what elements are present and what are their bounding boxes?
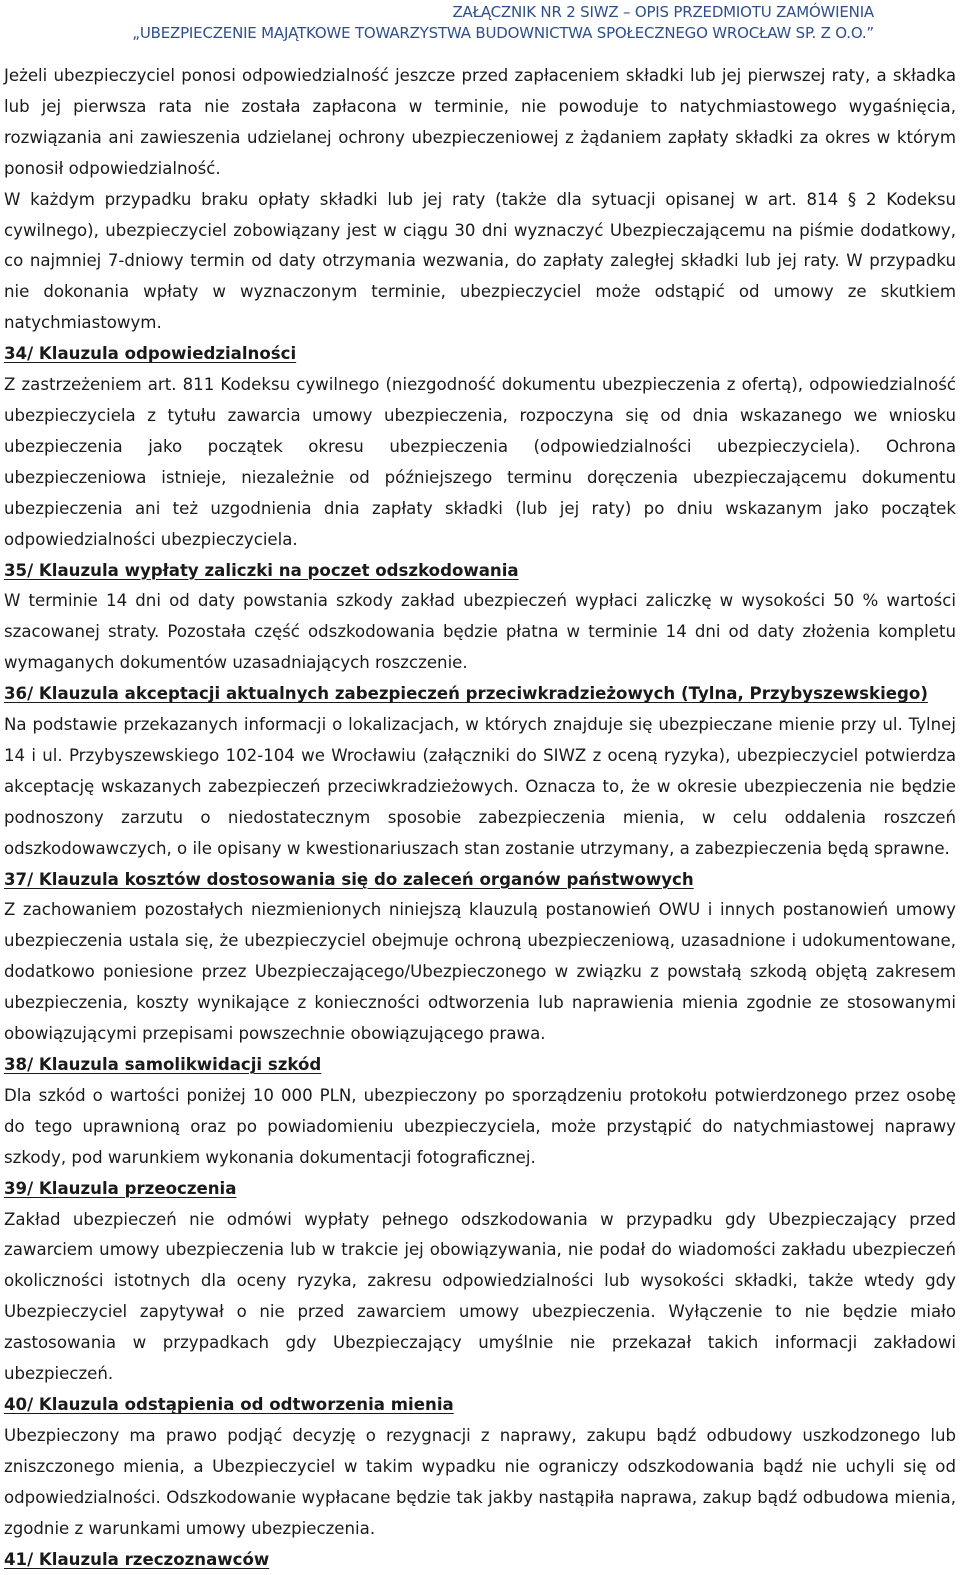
paragraph-missing-premium: W każdym przypadku braku opłaty składki lub jej raty (także dla sytuacji opisanej w art. 814 § 2 Kodeksu cywilnego), ubezpieczyciel zobowiązany jest w ciągu 30 dni wyznaczyć Ubezpieczającemu na piśmie dodatkowy, co najmniej 7-dniowy termin od daty otrzymania wezwania, do zapłaty zaległej składki lub jej raty. W przypadku nie dokonania wpłaty w wyznaczonym terminie, ubezpieczyciel może odstąpić od umowy ze skutkiem natychmiastowym. bbox=[4, 185, 956, 340]
paragraph-clause-36: Na podstawie przekazanych informacji o lokalizacjach, w których znajduje się ubezpieczane mienie przy ul. Tylnej 14 i ul. Przybyszewskiego 102-104 we Wrocławiu (załączniki do SIWZ z oceną ryzyka), ubezpieczyciel potwierdza akceptację wskazanych zabezpieczeń przeciwkradzieżowych. Oznacza to, że w okresie ubezpieczenia nie będzie podnoszony zarzutu o niedostatecznym sposobie zabezpieczenia mienia, w celu oddalenia roszczeń odszkodowawczych, o ile opisany w kwestionariuszach stan zostanie utrzymany, a zabezpieczenia będą sprawne. bbox=[4, 710, 956, 865]
header-attachment-title: ZAŁĄCZNIK NR 2 SIWZ – OPIS PRZEDMIOTU ZAMÓWIENIA bbox=[132, 2, 874, 23]
heading-clause-37: 37/ Klauzula kosztów dostosowania się do zaleceń organów państwowych bbox=[4, 865, 956, 896]
paragraph-premium-payment: Jeżeli ubezpieczyciel ponosi odpowiedzialność jeszcze przed zapłaceniem składki lub jej pierwszej raty, a składka lub jej pierwsza rata nie została zapłacona w terminie, nie powoduje to natychmiastowego wygaśnięcia, rozwiązania ani zawieszenia udzielanej ochrony ubezpieczeniowej z żądaniem zapłaty składki za okres w którym ponosił odpowiedzialność. bbox=[4, 61, 956, 185]
header-subject-title: „UBEZPIECZENIE MAJĄTKOWE TOWARZYSTWA BUDOWNICTWA SPOŁECZNEGO WROCŁAW SP. Z O.O.” bbox=[132, 23, 874, 44]
paragraph-clause-37: Z zachowaniem pozostałych niezmienionych niniejszą klauzulą postanowień OWU i innych postanowień umowy ubezpieczenia ustala się, że ubezpieczyciel obejmuje ochroną ubezpieczeniową, uzasadnione i udokumentowane, dodatkowo poniesione przez Ubezpieczającego/Ubezpieczonego w związku z powstałą szkodą objętą zakresem ubezpieczenia, koszty wynikające z konieczności odtworzenia lub naprawienia mienia zgodnie ze stosowanymi obowiązującymi przepisami powszechnie obowiązującego prawa. bbox=[4, 895, 956, 1050]
heading-clause-38: 38/ Klauzula samolikwidacji szkód bbox=[4, 1050, 956, 1081]
paragraph-clause-34: Z zastrzeżeniem art. 811 Kodeksu cywilnego (niezgodność dokumentu ubezpieczenia z ofertą), odpowiedzialność ubezpieczyciela z tytułu zawarcia umowy ubezpieczenia, rozpoczyna się od dnia wskazanego we wniosku ubezpieczenia jako początek okresu ubezpieczenia (odpowiedzialności ubezpieczyciela). Ochrona ubezpieczeniowa istnieje, niezależnie od późniejszego terminu doręczenia ubezpieczającemu dokumentu ubezpieczenia ani też uzgodnienia dnia zapłaty składki (lub jej raty) po dniu wskazanym jako początek odpowiedzialności ubezpieczyciela. bbox=[4, 370, 956, 555]
paragraph-clause-40: Ubezpieczony ma prawo podjąć decyzję o rezygnacji z naprawy, zakupu bądź odbudowy uszkodzonego lub zniszczonego mienia, a Ubezpieczyciel w takim wypadku nie ograniczy odszkodowania bądź nie uchyli się od odpowiedzialności. Odszkodowanie wypłacane będzie tak jakby nastąpiła naprawa, zakup bądź odbudowa mienia, zgodnie z warunkami umowy ubezpieczenia. bbox=[4, 1421, 956, 1545]
heading-clause-35: 35/ Klauzula wypłaty zaliczki na poczet odszkodowania bbox=[4, 556, 956, 587]
heading-clause-40: 40/ Klauzula odstąpienia od odtworzenia mienia bbox=[4, 1390, 956, 1421]
paragraph-clause-39: Zakład ubezpieczeń nie odmówi wypłaty pełnego odszkodowania w przypadku gdy Ubezpieczający przed zawarciem umowy ubezpieczenia lub w trakcie jej obowiązywania, nie podał do wiadomości zakładu ubezpieczeń okoliczności istotnych dla oceny ryzyka, zakresu odpowiedzialności lub wysokości składki, także wtedy gdy Ubezpieczyciel zapytywał o nie przed zawarciem umowy ubezpieczenia. Wyłączenie to nie będzie miało zastosowania w przypadkach gdy Ubezpieczający umyślnie nie przekazał takich informacji zakładowi ubezpieczeń. bbox=[4, 1205, 956, 1390]
paragraph-clause-35: W terminie 14 dni od daty powstania szkody zakład ubezpieczeń wypłaci zaliczkę w wysokości 50 % wartości szacowanej straty. Pozostała część odszkodowania będzie płatna w terminie 14 dni od daty złożenia kompletu wymaganych dokumentów uzasadniających roszczenie. bbox=[4, 586, 956, 679]
heading-clause-36: 36/ Klauzula akceptacji aktualnych zabezpieczeń przeciwkradzieżowych (Tylna, Przybyszewskiego) bbox=[4, 679, 956, 710]
heading-clause-39: 39/ Klauzula przeoczenia bbox=[4, 1174, 956, 1205]
document-header bbox=[132, 2, 874, 44]
heading-clause-34: 34/ Klauzula odpowiedzialności bbox=[4, 339, 956, 370]
document-body bbox=[4, 61, 956, 1575]
paragraph-clause-38: Dla szkód o wartości poniżej 10 000 PLN, ubezpieczony po sporządzeniu protokołu potwierdzonego przez osobę do tego uprawnioną oraz po powiadomieniu ubezpieczyciela, może przystąpić do natychmiastowej naprawy szkody, pod warunkiem wykonania dokumentacji fotograficznej. bbox=[4, 1081, 956, 1174]
heading-clause-41: 41/ Klauzula rzeczoznawców bbox=[4, 1545, 956, 1575]
